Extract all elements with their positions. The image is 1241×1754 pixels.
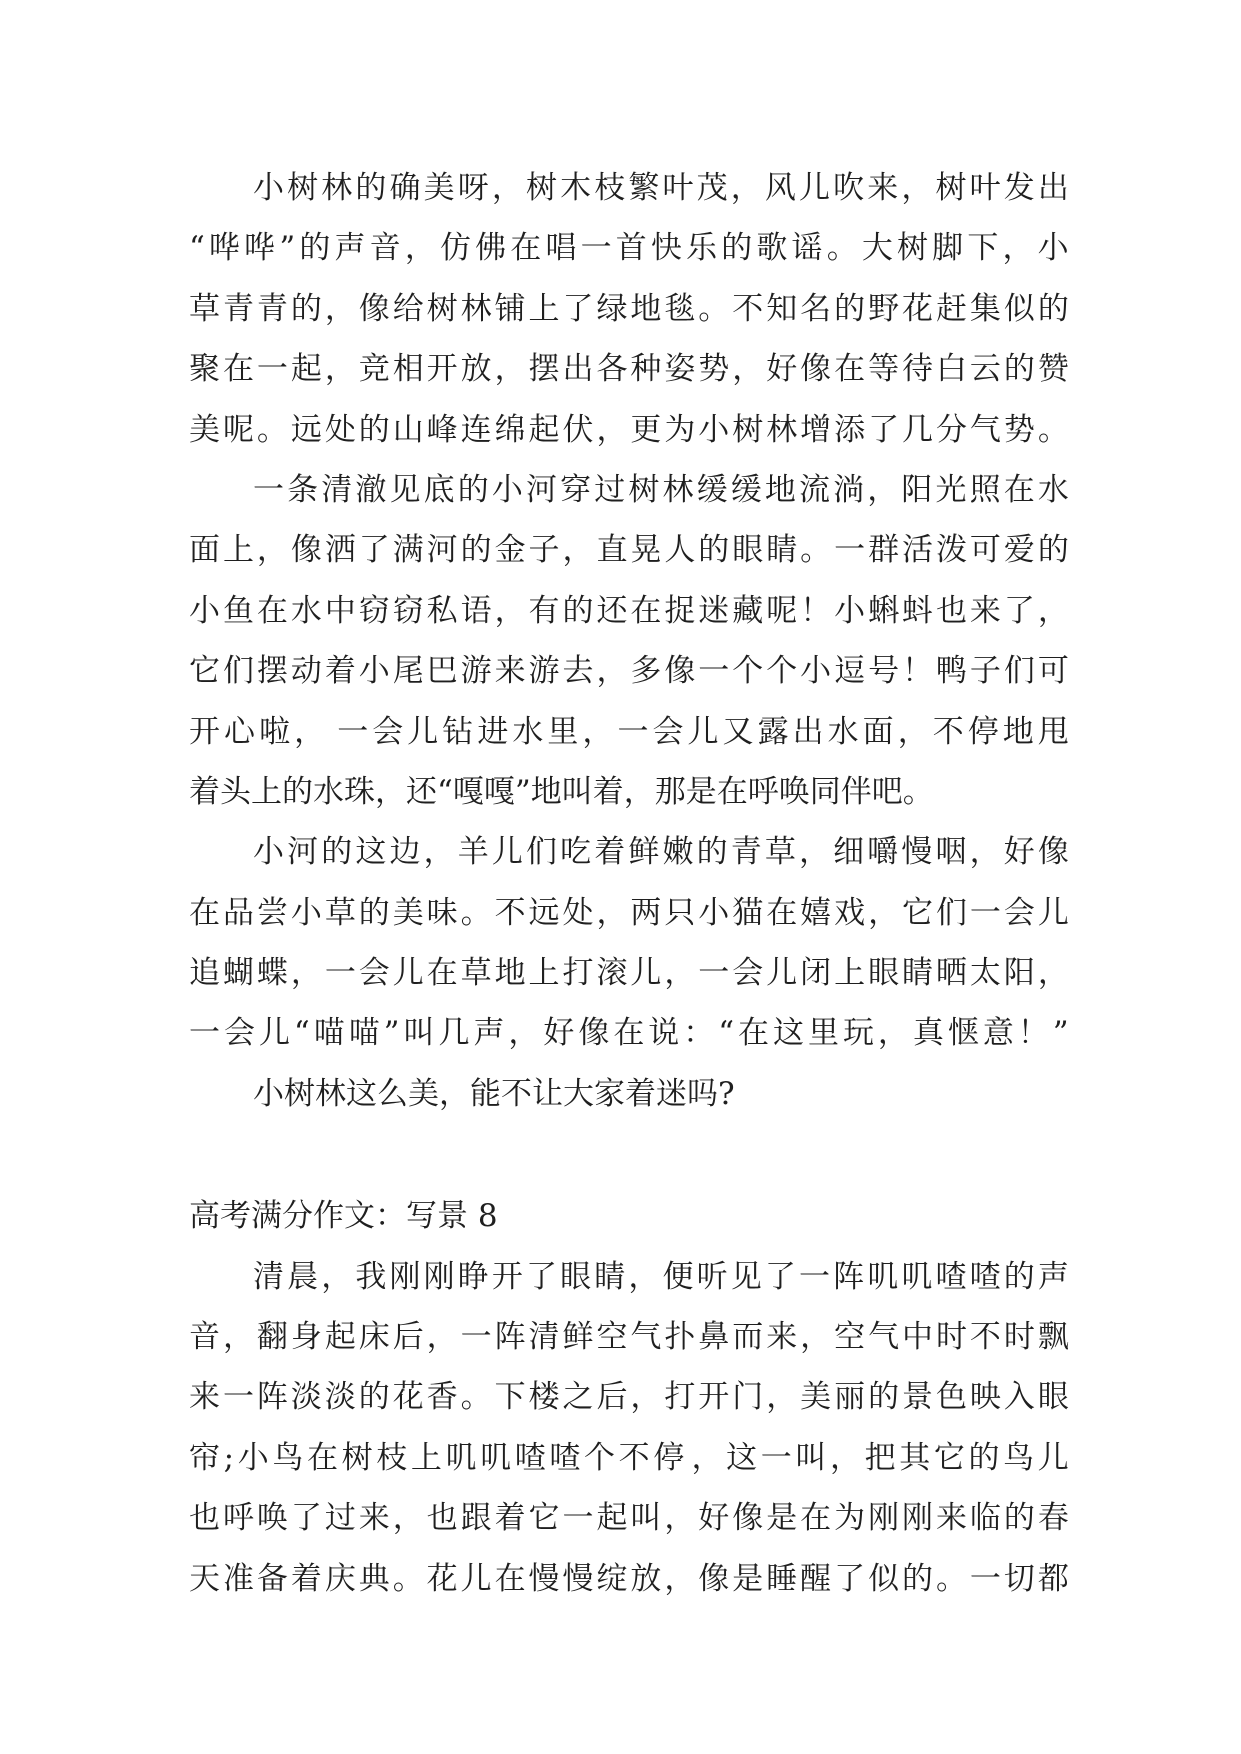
paragraph-line: 也 呼 唤 了 过 来 ， 也 跟 着 它 一 起 叫 ， 好 像 是 在 为 刚 刚 来 临 的 春 — [189, 1500, 1069, 1537]
section-title: 高考满分作文：写景 8 — [189, 1198, 498, 1235]
paragraph-line: 小 鱼 在 水 中 窃 窃 私 语 ， 有 的 还 在 捉 迷 藏 呢 ！ 小 蝌 蚪 也 来 了 ， — [189, 592, 1069, 629]
paragraph-line: 草 青 青 的 ， 像 给 树 林 铺 上 了 绿 地 毯 。 不 知 名 的 野 花 赶 集 似 的 — [189, 290, 1069, 327]
paragraph-line: 它 们 摆 动 着 小 尾 巴 游 来 游 去 ， 多 像 一 个 个 小 逗 号 ！ 鸭 子 们 可 — [189, 653, 1069, 690]
document-body — [189, 158, 1069, 1609]
paragraph-line: 聚 在 一 起 ， 竞 相 开 放 ， 摆 出 各 种 姿 势 ， 好 像 在 等 待 白 云 的 赞 — [189, 351, 1069, 388]
paragraph-line: 开 心 啦 ， 一 会 儿 钻 进 水 里 ， 一 会 儿 又 露 出 水 面 ， 不 停 地 甩 — [189, 713, 1069, 750]
section-spacer — [189, 1124, 1069, 1186]
paragraph-line: 着头上的水珠，还“嘎嘎”地叫着，那是在呼唤同伴吧。 — [189, 773, 934, 810]
paragraph-line: 音 ， 翻 身 起 床 后 ， 一 阵 清 鲜 空 气 扑 鼻 而 来 ， 空 气 中 时 不 时 飘 — [189, 1319, 1069, 1356]
paragraph-line: 追 蝴 蝶 ， 一 会 儿 在 草 地 上 打 滚 儿 ， 一 会 儿 闭 上 眼 睛 晒 太 阳 ， — [189, 955, 1069, 992]
paragraph-line: “ 哗 哗 ” 的 声 音 ， 仿 佛 在 唱 一 首 快 乐 的 歌 谣 。 大 树 脚 下 ， 小 — [189, 230, 1069, 267]
paragraph-line: 在 品 尝 小 草 的 美 味 。 不 远 处 ， 两 只 小 猫 在 嬉 戏 ， 它 们 一 会 儿 — [189, 894, 1069, 931]
paragraph-line: 清 晨 ， 我 刚 刚 睁 开 了 眼 睛 ， 便 听 见 了 一 阵 叽 叽 喳 喳 的 声 — [253, 1258, 1069, 1295]
paragraph-line: 一 会 儿 “ 喵 喵 ” 叫 几 声 ， 好 像 在 说 ： “ 在 这 里 玩 ， 真 惬 意 ！ ” — [189, 1015, 1069, 1052]
paragraph-line: 小 树 林 的 确 美 呀 ， 树 木 枝 繁 叶 茂 ， 风 儿 吹 来 ， 树 叶 发 出 — [253, 170, 1069, 206]
paragraph-line: 帘 ; 小 鸟 在 树 枝 上 叽 叽 喳 喳 个 不 停 ， 这 一 叫 ， 把 其 它 的 鸟 儿 — [189, 1439, 1069, 1476]
paragraph-3 — [189, 822, 1069, 1064]
paragraph-line: 小树林这么美，能不让大家着迷吗? — [253, 1075, 735, 1112]
paragraph-line: 小 河 的 这 边 ， 羊 儿 们 吃 着 鲜 嫩 的 青 草 ， 细 嚼 慢 咽 ， 好 像 — [253, 834, 1069, 871]
paragraph-line: 来 一 阵 淡 淡 的 花 香 。 下 楼 之 后 ， 打 开 门 ， 美 丽 的 景 色 映 入 眼 — [189, 1379, 1069, 1416]
paragraph-4 — [189, 1064, 1069, 1124]
paragraph-line: 一 条 清 澈 见 底 的 小 河 穿 过 树 林 缓 缓 地 流 淌 ， 阳 光 照 在 水 — [253, 471, 1069, 508]
paragraph-line: 美 呢 。 远 处 的 山 峰 连 绵 起 伏 ， 更 为 小 树 林 增 添 了 几 分 气 势 。 — [189, 411, 1069, 448]
paragraph-line: 天 准 备 着 庆 典 。 花 儿 在 慢 慢 绽 放 ， 像 是 睡 醒 了 似 的 。 一 切 都 — [189, 1560, 1069, 1597]
paragraph-line: 面 上 ， 像 洒 了 满 河 的 金 子 ， 直 晃 人 的 眼 睛 。 一 群 活 泼 可 爱 的 — [189, 532, 1069, 569]
paragraph-5 — [189, 1247, 1069, 1609]
paragraph-2 — [189, 460, 1069, 822]
paragraph-1 — [189, 158, 1069, 460]
